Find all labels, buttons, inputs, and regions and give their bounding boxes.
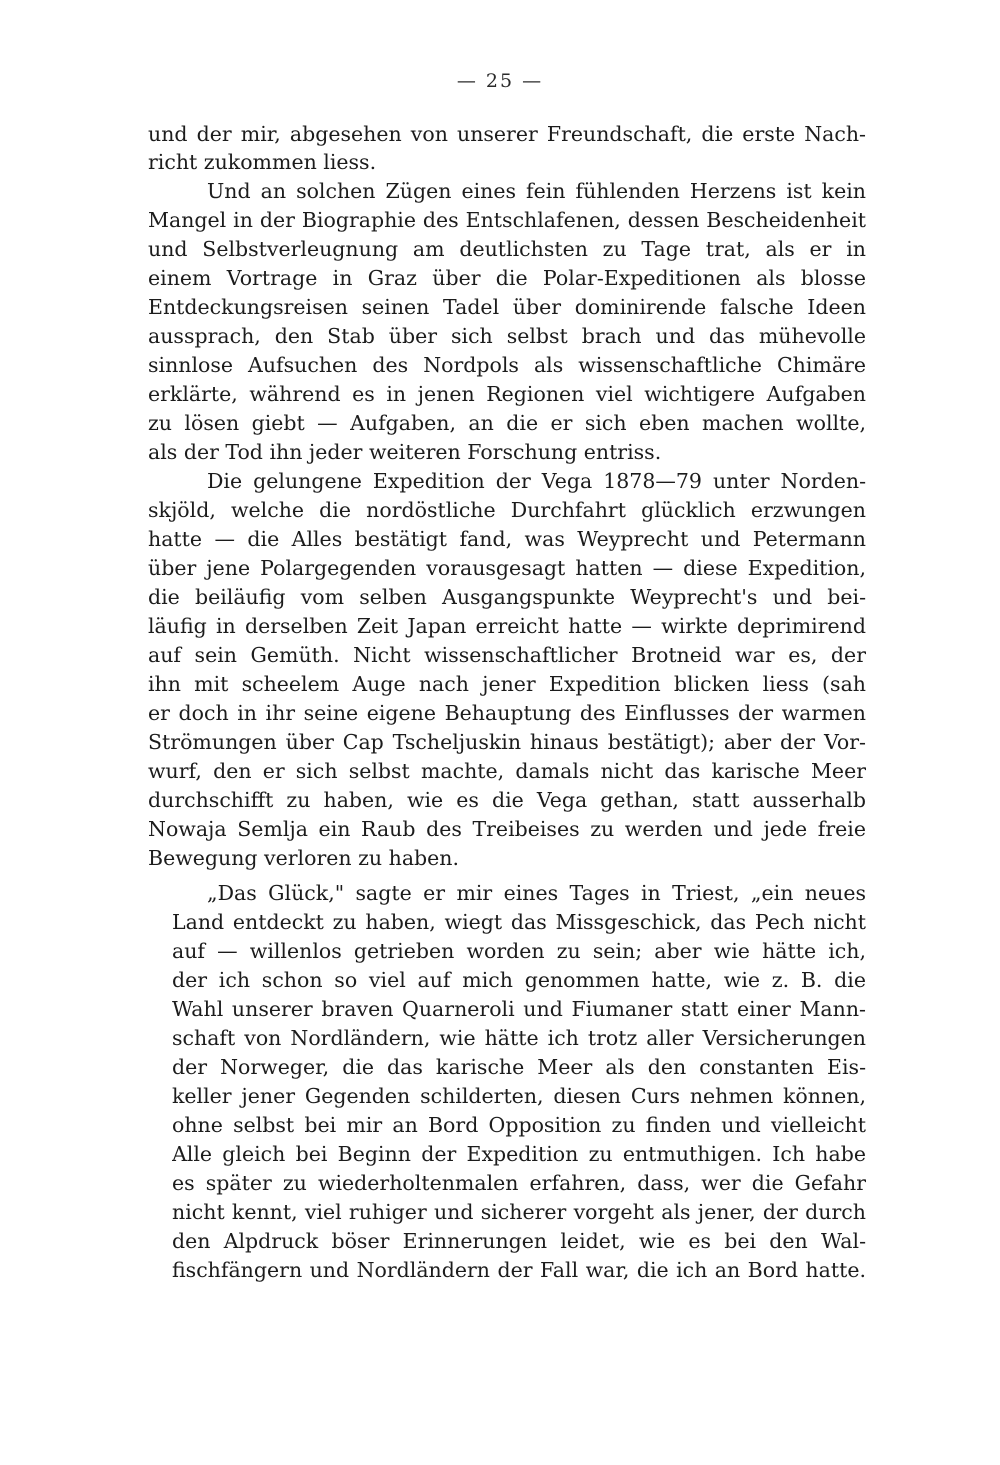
text-line: Und an solchen Zügen eines fein fühlenden Herzens ist kein (207, 179, 866, 203)
text-line: aussprach, den Stab über sich selbst brach und das mühevolle (148, 324, 866, 348)
text-line: skjöld, welche die nordöstliche Durchfahrt glücklich erzwungen (148, 498, 866, 522)
text-line: auf — willenlos getrieben worden zu sein; aber wie hätte ich, (172, 939, 866, 963)
text-line: ihn mit scheelem Auge nach jener Expedition blicken liess (sah (148, 672, 866, 696)
text-line: Nowaja Semlja ein Raub des Treibeises zu werden und jede freie (148, 817, 866, 841)
text-line: als der Tod ihn jeder weiteren Forschung entriss. (148, 440, 662, 464)
text-line: wurf, den er sich selbst machte, damals nicht das karische Meer (148, 759, 866, 783)
text-line: nicht kennt, viel ruhiger und sicherer vorgeht als jener, der durch (172, 1200, 866, 1224)
text-line: Die gelungene Expedition der Vega 1878—79 unter Norden- (207, 469, 866, 493)
text-line: Mangel in der Biographie des Entschlafenen, dessen Bescheidenheit (148, 208, 866, 232)
text-line: Land entdeckt zu haben, wiegt das Missgeschick, das Pech nicht (172, 910, 866, 934)
text-line: einem Vortrage in Graz über die Polar-Expeditionen als blosse (148, 266, 866, 290)
text-line: fischfängern und Nordländern der Fall war, die ich an Bord hatte. (172, 1258, 866, 1282)
text-line: Bewegung verloren zu haben. (148, 846, 460, 870)
text-line: zu lösen giebt — Aufgaben, an die er sich eben machen wollte, (148, 411, 866, 435)
text-line: Alle gleich bei Beginn der Expedition zu entmuthigen. Ich habe (172, 1142, 866, 1166)
text-line: Wahl unserer braven Quarneroli und Fiumaner statt einer Mann- (172, 997, 866, 1021)
text-line: der ich schon so viel auf mich genommen hatte, wie z. B. die (172, 968, 866, 992)
text-line: richt zukommen liess. (148, 150, 377, 174)
text-line: über jene Polargegenden vorausgesagt hatten — diese Expedition, (148, 556, 866, 580)
text-line: erklärte, während es in jenen Regionen viel wichtigere Aufgaben (148, 382, 866, 406)
text-line: durchschifft zu haben, wie es die Vega gethan, statt ausserhalb (148, 788, 866, 812)
text-line: die beiläufig vom selben Ausgangspunkte Weyprecht's und bei- (148, 585, 866, 609)
text-line: läufig in derselben Zeit Japan erreicht hatte — wirkte deprimirend (148, 614, 866, 638)
text-line: es später zu wiederholtenmalen erfahren, dass, wer die Gefahr (172, 1171, 866, 1195)
text-line: keller jener Gegenden schilderten, diesen Curs nehmen können, (172, 1084, 866, 1108)
text-line: „Das Glück," sagte er mir eines Tages in Triest, „ein neues (207, 881, 866, 905)
text-line: und der mir, abgesehen von unserer Freundschaft, die erste Nach- (148, 122, 866, 146)
text-line: sinnlose Aufsuchen des Nordpols als wissenschaftliche Chimäre (148, 353, 866, 377)
text-line: auf sein Gemüth. Nicht wissenschaftlicher Brotneid war es, der (148, 643, 866, 667)
text-line: Entdeckungsreisen seinen Tadel über dominirende falsche Ideen (148, 295, 866, 319)
text-line: ohne selbst bei mir an Bord Opposition zu finden und vielleicht (172, 1113, 866, 1137)
text-line: schaft von Nordländern, wie hätte ich trotz aller Versicherungen (172, 1026, 866, 1050)
text-line: Strömungen über Cap Tscheljuskin hinaus bestätigt); aber der Vor- (148, 730, 866, 754)
text-line: er doch in ihr seine eigene Behauptung des Einflusses der warmen (148, 701, 866, 725)
text-line: hatte — die Alles bestätigt fand, was Weyprecht und Petermann (148, 527, 866, 551)
text-line: der Norweger, die das karische Meer als den constanten Eis- (172, 1055, 866, 1079)
text-line: den Alpdruck böser Erinnerungen leidet, wie es bei den Wal- (172, 1229, 866, 1253)
page-number: — 25 — (456, 70, 544, 92)
text-line: und Selbstverleugnung am deutlichsten zu Tage trat, als er in (148, 237, 866, 261)
